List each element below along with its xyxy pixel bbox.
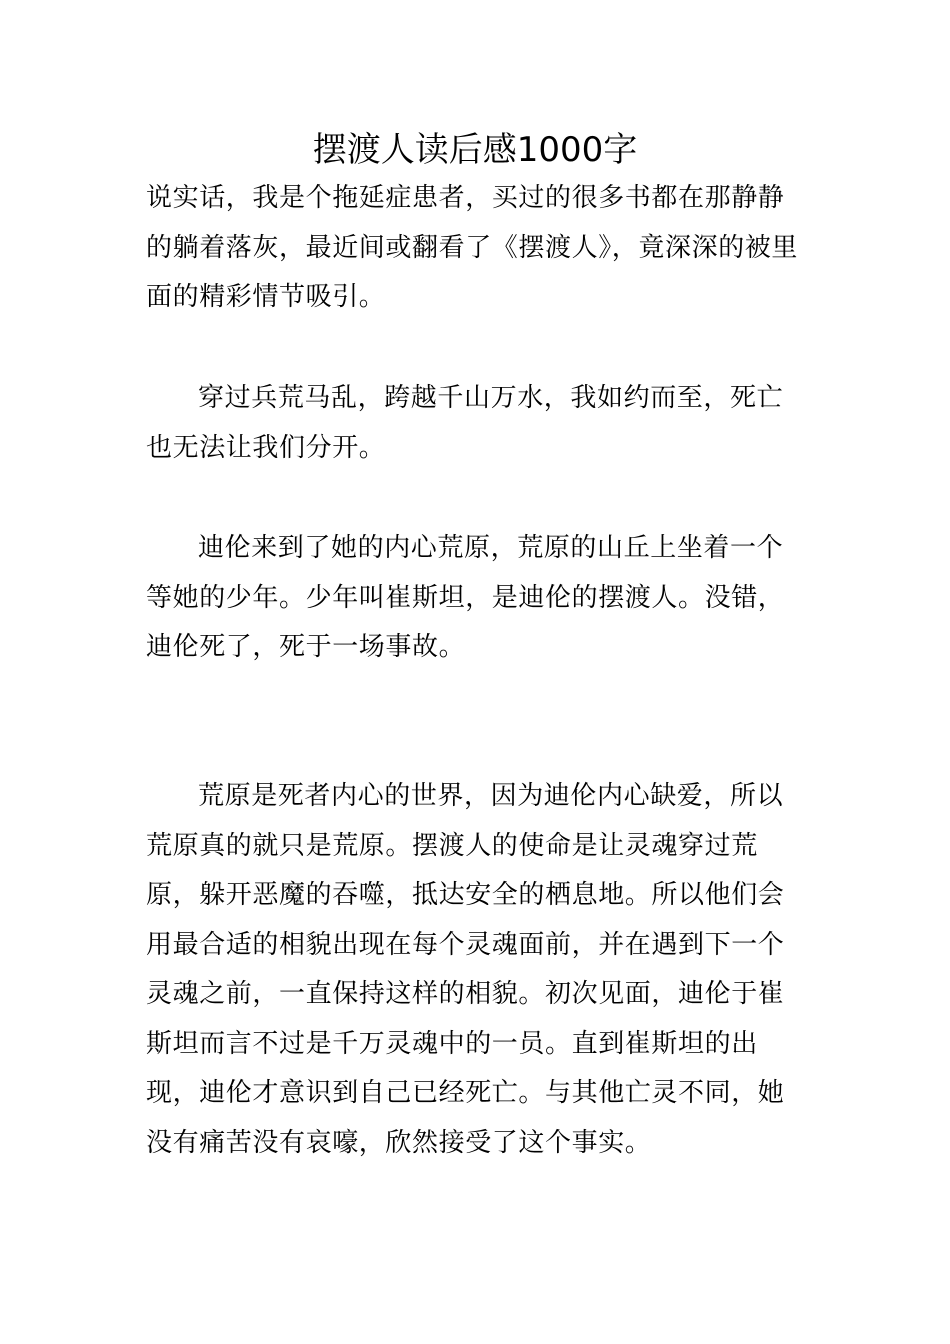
- paragraph-intro: 说实话，我是个拖延症患者，买过的很多书都在那静静的躺着落灰，最近间或翻看了《摆渡人》，竟深深的被里面的精彩情节吸引。: [146, 183, 799, 312]
- paragraph-dylan-arrives: 迪伦来到了她的内心荒原，荒原的山丘上坐着一个等她的少年。少年叫崔斯坦，是迪伦的摆渡人。没错，迪伦死了，死于一场事故。: [146, 533, 785, 662]
- paragraph-quote: 穿过兵荒马乱，跨越千山万水，我如约而至，死亡也无法让我们分开。: [146, 383, 784, 463]
- paragraph-wasteland: 荒原是死者内心的世界，因为迪伦内心缺爱，所以荒原真的就只是荒原。摆渡人的使命是让灵魂穿过荒原，躲开恶魔的吞噬，抵达安全的栖息地。所以他们会用最合适的相貌出现在每个灵魂面前，并在遇到下一个灵魂之前，一直保持这样的相貌。初次见面，迪伦于崔斯坦而言不过是千万灵魂中的一员。直到崔斯坦的出现，迪伦才意识到自己已经死亡。与其他亡灵不同，她没有痛苦没有哀嚎，欣然接受了这个事实。: [146, 781, 785, 1158]
- document-title: 摆渡人读后感1000字: [312, 130, 638, 170]
